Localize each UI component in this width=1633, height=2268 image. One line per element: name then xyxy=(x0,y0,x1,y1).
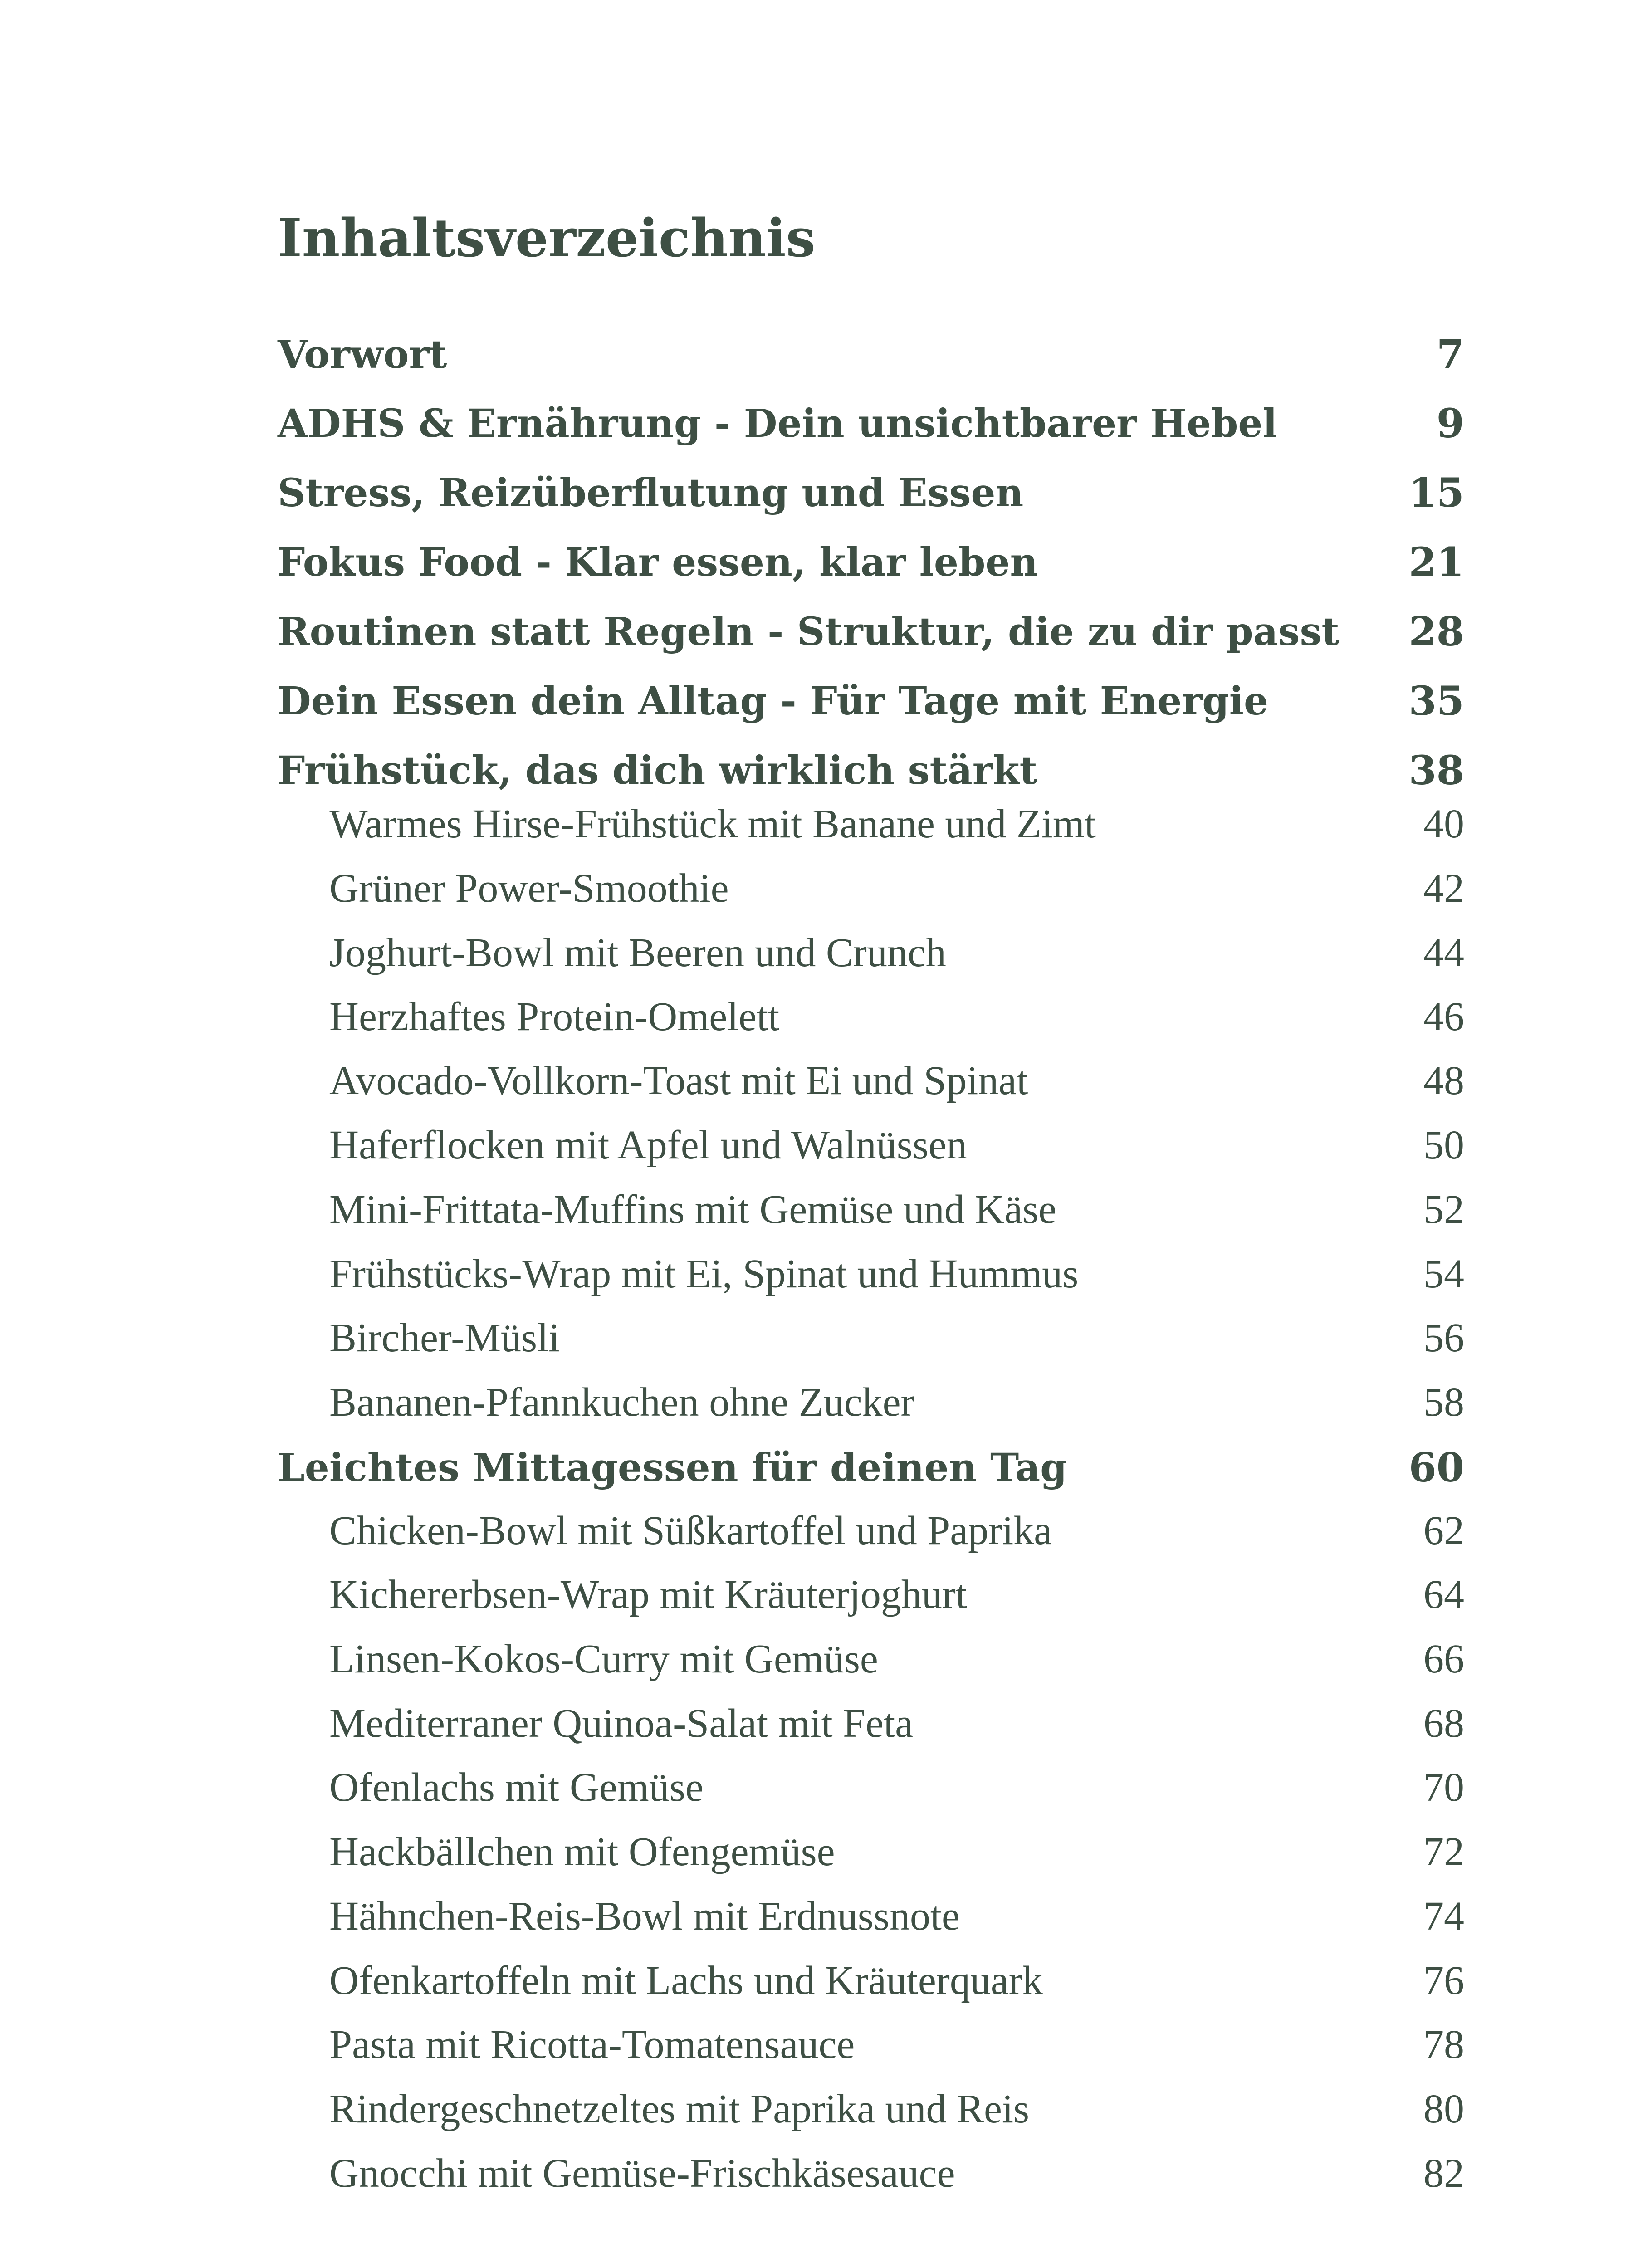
toc-recipe-entry xyxy=(278,1758,1464,1808)
toc-page-number: 68 xyxy=(1423,1701,1464,1746)
toc-recipe-entry xyxy=(278,2144,1464,2194)
toc-recipe-entry xyxy=(278,1823,1464,1872)
toc-recipe-entry xyxy=(278,1694,1464,1744)
toc-recipe-entry xyxy=(278,1309,1464,1359)
toc-page-number: 74 xyxy=(1423,1894,1464,1939)
toc-page-number: 72 xyxy=(1423,1829,1464,1874)
toc-page-number: 82 xyxy=(1423,2151,1464,2196)
toc-entry-title: Rindergeschnetzeltes mit Paprika und Reis xyxy=(329,2087,1030,2131)
toc-entry-title: Warmes Hirse-Frühstück mit Banane und Zimt xyxy=(329,802,1096,846)
toc-page-number: 9 xyxy=(1436,400,1464,447)
toc-recipe-entry xyxy=(278,859,1464,909)
toc-chapter-entry xyxy=(278,320,1464,378)
toc-page-number: 80 xyxy=(1423,2087,1464,2131)
toc-page-number: 58 xyxy=(1423,1380,1464,1425)
toc-chapter-entry xyxy=(278,736,1464,794)
toc-entry-title: Routinen statt Regeln - Struktur, die zu dir passt xyxy=(278,609,1340,655)
toc-entry-title: Chicken-Bowl mit Süßkartoffel und Paprika xyxy=(329,1508,1052,1553)
toc-recipe-entry xyxy=(278,1373,1464,1423)
toc-page-number: 70 xyxy=(1423,1765,1464,1810)
toc-page-number: 64 xyxy=(1423,1572,1464,1617)
toc-page-number: 40 xyxy=(1423,802,1464,846)
toc-entry-title: Avocado-Vollkorn-Toast mit Ei und Spinat xyxy=(329,1058,1028,1103)
toc-entry-title: Haferflocken mit Apfel und Walnüssen xyxy=(329,1123,967,1168)
page-title: Inhaltsverzeichnis xyxy=(278,208,816,269)
toc-recipe-entry xyxy=(278,1630,1464,1680)
toc-entry-title: Frühstücks-Wrap mit Ei, Spinat und Hummus xyxy=(329,1251,1079,1296)
toc-page-number: 15 xyxy=(1408,469,1464,516)
toc-page-number: 50 xyxy=(1423,1123,1464,1168)
toc-recipe-entry xyxy=(278,1180,1464,1230)
toc-recipe-entry xyxy=(278,1565,1464,1615)
toc-recipe-entry xyxy=(278,1051,1464,1101)
toc-recipe-entry xyxy=(278,987,1464,1037)
toc-page-number: 56 xyxy=(1423,1315,1464,1360)
toc-entry-title: Fokus Food - Klar essen, klar leben xyxy=(278,540,1038,585)
toc-entry-title: Joghurt-Bowl mit Beeren und Crunch xyxy=(329,930,946,975)
toc-recipe-entry xyxy=(278,2015,1464,2065)
toc-chapter-entry xyxy=(278,1433,1464,1491)
toc-entry-title: Vorwort xyxy=(278,332,447,377)
toc-chapter-entry xyxy=(278,666,1464,724)
toc-page-number: 7 xyxy=(1436,331,1464,378)
toc-page-number: 35 xyxy=(1408,677,1464,724)
toc-page-number: 54 xyxy=(1423,1251,1464,1296)
toc-page-number: 48 xyxy=(1423,1058,1464,1103)
toc-recipe-entry xyxy=(278,1887,1464,1937)
toc-recipe-entry xyxy=(278,1501,1464,1551)
toc-entry-title: Bircher-Müsli xyxy=(329,1315,560,1360)
toc-recipe-entry xyxy=(278,1116,1464,1166)
toc-chapter-entry xyxy=(278,528,1464,586)
toc-page-number: 42 xyxy=(1423,866,1464,911)
toc-entry-title: Stress, Reizüberflutung und Essen xyxy=(278,470,1024,516)
toc-page-number: 52 xyxy=(1423,1187,1464,1232)
toc-entry-title: ADHS & Ernährung - Dein unsichtbarer Hebel xyxy=(278,401,1277,446)
toc-entry-title: Leichtes Mittagessen für deinen Tag xyxy=(278,1445,1067,1491)
toc-entry-title: Herzhaftes Protein-Omelett xyxy=(329,994,780,1039)
toc-page-number: 38 xyxy=(1408,747,1464,794)
toc-entry-title: Dein Essen dein Alltag - Für Tage mit Energie xyxy=(278,679,1269,724)
toc-entry-title: Pasta mit Ricotta-Tomatensauce xyxy=(329,2022,855,2067)
toc-chapter-entry xyxy=(278,458,1464,516)
toc-chapter-entry xyxy=(278,597,1464,655)
toc-recipe-entry xyxy=(278,1245,1464,1295)
toc-entry-title: Gnocchi mit Gemüse-Frischkäsesauce xyxy=(329,2151,955,2196)
toc-page-number: 28 xyxy=(1408,608,1464,655)
toc-entry-title: Ofenlachs mit Gemüse xyxy=(329,1765,704,1810)
toc-page-number: 46 xyxy=(1423,994,1464,1039)
toc-entry-title: Mediterraner Quinoa-Salat mit Feta xyxy=(329,1701,914,1746)
toc-page-number: 78 xyxy=(1423,2022,1464,2067)
toc-page-number: 21 xyxy=(1408,538,1464,586)
toc-entry-title: Mini-Frittata-Muffins mit Gemüse und Käse xyxy=(329,1187,1057,1232)
toc-recipe-entry xyxy=(278,1951,1464,2001)
toc-entry-title: Bananen-Pfannkuchen ohne Zucker xyxy=(329,1380,914,1425)
toc-page-number: 62 xyxy=(1423,1508,1464,1553)
toc-entry-title: Ofenkartoffeln mit Lachs und Kräuterquark xyxy=(329,1958,1043,2003)
toc-entry-title: Grüner Power-Smoothie xyxy=(329,866,729,911)
toc-entry-title: Hackbällchen mit Ofengemüse xyxy=(329,1829,835,1874)
toc-recipe-entry xyxy=(278,795,1464,845)
toc-entry-title: Frühstück, das dich wirklich stärkt xyxy=(278,748,1037,793)
toc-page-number: 44 xyxy=(1423,930,1464,975)
toc-page-number: 66 xyxy=(1423,1637,1464,1681)
toc-recipe-entry xyxy=(278,2080,1464,2130)
toc-page-number: 76 xyxy=(1423,1958,1464,2003)
toc-chapter-entry xyxy=(278,389,1464,447)
toc-entry-title: Linsen-Kokos-Curry mit Gemüse xyxy=(329,1637,878,1681)
toc-page-number: 60 xyxy=(1408,1444,1464,1491)
toc-recipe-entry xyxy=(278,924,1464,973)
toc-entry-title: Hähnchen-Reis-Bowl mit Erdnussnote xyxy=(329,1894,960,1939)
toc-entry-title: Kichererbsen-Wrap mit Kräuterjoghurt xyxy=(329,1572,967,1617)
